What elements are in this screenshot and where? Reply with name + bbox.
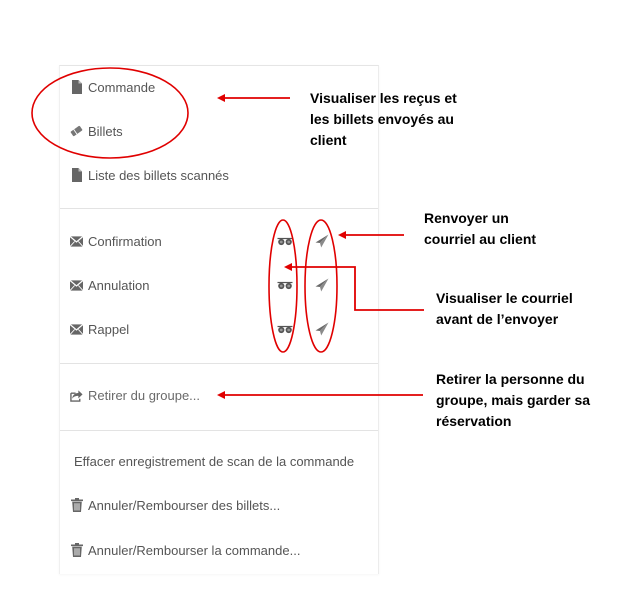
annotation-line: courriel au client	[424, 231, 537, 247]
annotation-line: groupe, mais garder sa	[436, 392, 591, 408]
menu-item-remove-from-group[interactable]	[70, 384, 200, 406]
menu-item-label: Rappel	[88, 321, 130, 337]
menu-item-label: Annuler/Rembourser des billets...	[88, 497, 281, 513]
menu-item-label: Confirmation	[88, 233, 162, 249]
preview-cancellation-glasses-icon[interactable]	[277, 277, 293, 293]
annotation-line: Renvoyer un	[424, 210, 509, 226]
preview-reminder-glasses-icon[interactable]	[277, 321, 293, 337]
divider	[60, 363, 378, 364]
menu-item-label: Annulation	[88, 277, 150, 293]
menu-item-reminder-email[interactable]	[70, 318, 129, 340]
envelope-icon	[70, 235, 83, 248]
menu-item-refund-tickets[interactable]	[70, 494, 280, 516]
menu-item-scanned-tickets-list[interactable]	[70, 164, 229, 186]
envelope-icon	[70, 323, 83, 336]
annotation-line: Visualiser le courriel	[436, 290, 573, 306]
annotation-line: les billets envoyés au	[310, 111, 454, 127]
menu-item-label: Billets	[88, 123, 123, 139]
file-icon	[70, 81, 83, 94]
trash-icon	[70, 499, 83, 512]
envelope-icon	[70, 279, 83, 292]
send-reminder-paper-plane-icon[interactable]	[314, 321, 330, 337]
divider	[60, 430, 378, 431]
annotation-preview	[436, 288, 573, 330]
annotation-line: avant de l’envoyer	[436, 311, 559, 327]
annotation-line: Retirer la personne du	[436, 371, 585, 387]
share-icon	[70, 389, 83, 402]
menu-item-order[interactable]	[70, 76, 155, 98]
annotation-resend	[424, 208, 536, 250]
annotation-receipts	[310, 88, 457, 151]
menu-item-cancellation-email[interactable]	[70, 274, 149, 296]
preview-confirmation-glasses-icon[interactable]	[277, 233, 293, 249]
annotation-line: client	[310, 132, 347, 148]
menu-item-refund-order[interactable]	[70, 539, 300, 561]
send-cancellation-paper-plane-icon[interactable]	[314, 277, 330, 293]
annotation-remove-group	[436, 369, 590, 432]
menu-item-label: Retirer du groupe...	[88, 387, 201, 403]
menu-item-clear-scan-record[interactable]: Effacer enregistrement de scan de la commande	[74, 454, 355, 469]
annotation-line: Visualiser les reçus et	[310, 90, 457, 106]
send-confirmation-paper-plane-icon[interactable]	[314, 233, 330, 249]
trash-icon	[70, 544, 83, 557]
menu-item-confirmation-email[interactable]	[70, 230, 162, 252]
divider	[60, 208, 378, 209]
annotation-line: réservation	[436, 413, 512, 429]
menu-item-tickets[interactable]	[70, 120, 123, 142]
file-icon	[70, 169, 83, 182]
ticket-icon	[70, 125, 83, 138]
menu-item-label: Annuler/Rembourser la commande...	[88, 542, 301, 558]
menu-item-label: Liste des billets scannés	[88, 167, 229, 183]
menu-item-label: Commande	[88, 79, 156, 95]
